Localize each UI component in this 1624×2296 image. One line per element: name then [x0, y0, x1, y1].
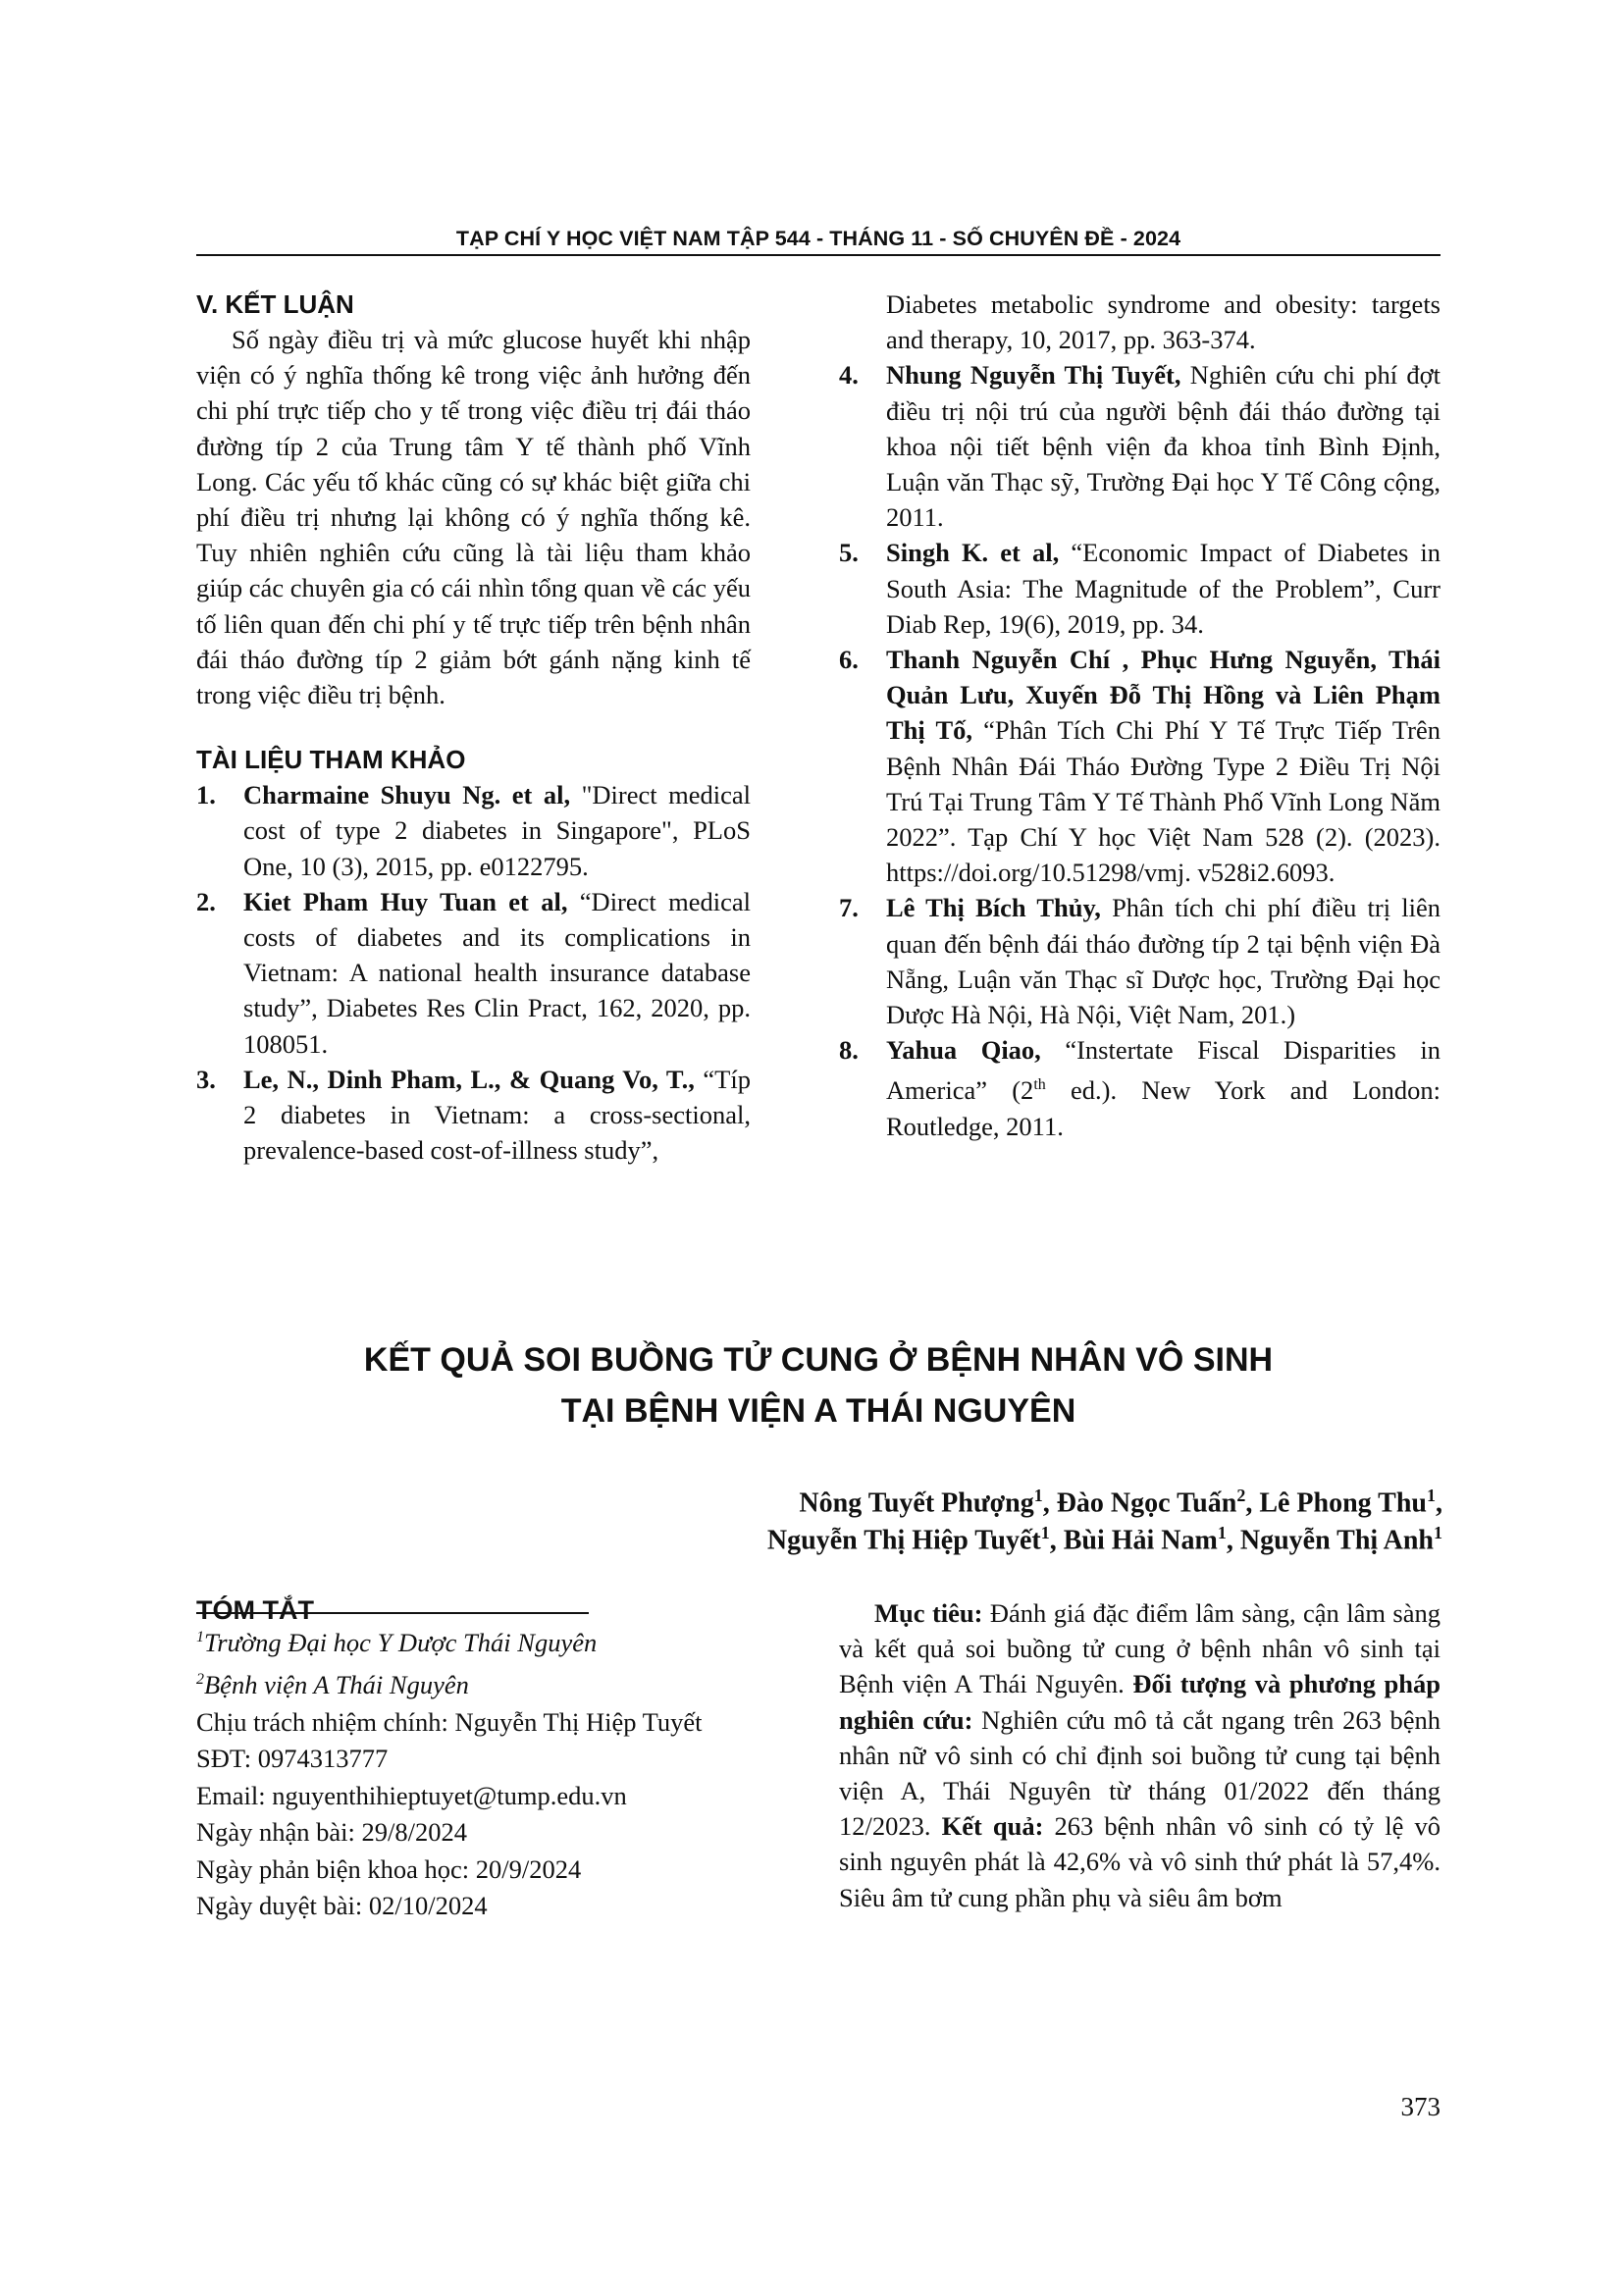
author-affiliation-sup: 2 — [1236, 1486, 1246, 1505]
reference-number: 6. — [839, 645, 859, 675]
article-title-line-2: TẠI BỆNH VIỆN A THÁI NGUYÊN — [560, 1392, 1076, 1430]
abstract-methods: Nghiên cứu mô tả cắt ngang trên 263 bệnh nhân nữ vô sinh có chỉ định soi buồng tử cung tại bệnh viện A, Thái Nguyên từ tháng 01/2022 đến tháng 12/2023. — [839, 1704, 1441, 1842]
reference-item — [839, 357, 1441, 535]
email-address: Email: nguyenthihieptuyet@tump.edu.vn — [196, 1780, 627, 1810]
received-date: Ngày nhận bài: 29/8/2024 — [196, 1817, 467, 1848]
abstract-objective: Đánh giá đặc điểm lâm sàng, cận lâm sàng và kết quả soi buồng tử cung ở bệnh nhân vô sinh tại Bệnh viện A Thái Nguyên. — [839, 1598, 1441, 1699]
reference-number: 7. — [839, 893, 859, 923]
author-affiliation-sup: 1 — [1040, 1523, 1050, 1542]
reference-text: “Direct medical costs of diabetes and its complications in Vietnam: A national health insurance database study”, Diabetes Res Clin Pract, 162, 2020, pp. 108051. — [243, 886, 751, 1059]
review-date: Ngày phản biện khoa học: 20/9/2024 — [196, 1853, 582, 1884]
reference-text: Nghiên cứu chi phí đợt điều trị nội trú của người bệnh đái tháo đường tại khoa nội tiết bệnh viện đa khoa tỉnh Bình Định, Luận văn Thạc sỹ, Trường Đại học Y Tế Công cộng, 2011. — [886, 360, 1441, 533]
reference-authors: Thanh Nguyễn Chí , Phục Hưng Nguyễn, Thái Quản Lưu, Xuyến Đỗ Thị Hồng và Liên Phạm Thị Tố, — [886, 645, 1441, 746]
reference-authors: Singh K. et al, — [886, 538, 1060, 568]
reference-number: 2. — [196, 886, 216, 916]
author-separator: , — [1226, 1525, 1240, 1556]
journal-header: TẠP CHÍ Y HỌC VIỆT NAM TẬP 544 - THÁNG 11 - SỐ CHUYÊN ĐỀ - 2024 — [455, 227, 1181, 250]
affiliation-1 — [196, 1619, 844, 1661]
reference-text: “Típ 2 diabetes in Vietnam: a cross-sectional, prevalence-based cost-of-illness study”, — [243, 1064, 751, 1166]
author-affiliation-sup: 1 — [1434, 1523, 1442, 1542]
affiliation-2-text: Bệnh viện A Thái Nguyên — [204, 1670, 469, 1700]
reference-text: “Instertate Fiscal Disparities in America” (2 — [886, 1035, 1441, 1106]
article-notes — [196, 1619, 844, 1925]
phone-number: SĐT: 0974313777 — [196, 1744, 389, 1774]
reference-text: “Phân Tích Chi Phí Y Tế Trực Tiếp Trên Bệnh Nhân Đái Tháo Đường Type 2 Điều Trị Nội Trú Tại Trung Tâm Y Tế Thành Phố Vĩnh Long Năm 2022”. Tạp Chí Y học Việt Nam 528 (2). (2023). https://doi.org/10.51298/vmj. v528i2.6093. — [886, 715, 1441, 888]
reference-item — [196, 777, 751, 884]
author-separator: , — [1042, 1487, 1057, 1519]
reference-number: 8. — [839, 1035, 859, 1066]
reference-authors: Yahua Qiao, — [886, 1035, 1041, 1066]
author-separator: , — [1049, 1525, 1064, 1556]
affiliation-1-sup: 1 — [196, 1629, 204, 1645]
reference-item — [839, 890, 1441, 1032]
accepted-date: Ngày duyệt bài: 02/10/2024 — [196, 1891, 488, 1921]
author-name: Nông Tuyết Phượng — [799, 1487, 1034, 1519]
reference-item — [196, 884, 751, 1062]
author-separator: , — [1245, 1487, 1260, 1519]
article-title-line-1: KẾT QUẢ SOI BUỒNG TỬ CUNG Ở BỆNH NHÂN VÔ SINH — [363, 1341, 1274, 1379]
conclusion-heading: V. KẾT LUẬN — [196, 289, 354, 319]
author-affiliation-sup: 1 — [1033, 1486, 1043, 1505]
reference-authors: Le, N., Dinh Pham, L., & Quang Vo, T., — [243, 1064, 695, 1094]
corresponding-author: Chịu trách nhiệm chính: Nguyễn Thị Hiệp Tuyết — [196, 1706, 703, 1737]
reference-superscript: th — [1033, 1076, 1046, 1094]
summary-heading: TÓM TẮT — [196, 1595, 314, 1625]
author-name: Đào Ngọc Tuấn — [1056, 1487, 1237, 1519]
reference-authors: Charmaine Shuyu Ng. et al, — [243, 780, 571, 810]
affiliation-1-text: Trường Đại học Y Dược Thái Nguyên — [204, 1627, 598, 1657]
author-name: Bùi Hải Nam — [1063, 1525, 1218, 1556]
left-column — [196, 287, 751, 1168]
reference-text: “Economic Impact of Diabetes in South Asia: The Magnitude of the Problem”, Curr Diab Rep, 19(6), 2019, pp. 34. — [886, 538, 1441, 639]
author-affiliation-sup: 1 — [1427, 1486, 1436, 1505]
references-heading: TÀI LIỆU THAM KHẢO — [196, 745, 466, 775]
reference-authors: Lê Thị Bích Thủy, — [886, 893, 1101, 923]
author-name: Lê Phong Thu — [1259, 1487, 1427, 1519]
reference-number: 1. — [196, 780, 216, 810]
author-separator: , — [1436, 1487, 1442, 1519]
reference-item — [839, 642, 1441, 890]
abstract-results-label: Kết quả: — [941, 1811, 1044, 1842]
reference-item — [196, 1062, 751, 1169]
author-name: Nguyễn Thị Anh — [1239, 1525, 1434, 1556]
abstract-paragraph — [839, 1595, 1441, 1915]
reference-text: Diabetes metabolic syndrome and obesity: targets and therapy, 10, 2017, pp. 363-374. — [886, 289, 1441, 355]
author-affiliation-sup: 1 — [1217, 1523, 1227, 1542]
authors-line-2 — [589, 1514, 1442, 1559]
affiliation-2-sup: 2 — [196, 1671, 204, 1689]
reference-item — [839, 535, 1441, 642]
abstract-objective-label: Mục tiêu: — [874, 1598, 983, 1628]
page-number: 373 — [1400, 2092, 1441, 2121]
abstract-results: 263 bệnh nhân vô sinh có tỷ lệ vô sinh nguyên phát là 42,6% và vô sinh thứ phát là 57,4%. Siêu âm tử cung phần phụ và siêu âm bơm — [839, 1811, 1441, 1912]
reference-number: 5. — [839, 538, 859, 568]
reference-item — [839, 1032, 1441, 1143]
affiliation-2 — [196, 1661, 844, 1703]
abstract-methods-label: Đối tượng và phương pháp nghiên cứu: — [839, 1669, 1441, 1735]
footnote-rule — [196, 1612, 589, 1614]
reference-text: Phân tích chi phí điều trị liên quan đến bệnh đái tháo đường típ 2 tại bệnh viện Đà Nẵng, Luận văn Thạc sĩ Dược học, Trường Đại học Dược Hà Nội, Hà Nội, Việt Nam, 201.) — [886, 893, 1441, 1030]
right-column — [839, 287, 1441, 1144]
reference-authors: Kiet Pham Huy Tuan et al, — [243, 886, 568, 916]
conclusion-paragraph: Số ngày điều trị và mức glucose huyết khi nhập viện có ý nghĩa thống kê trong việc ảnh hưởng đến chi phí trực tiếp cho y tế trong việc điều trị đái tháo đường típ 2 của Trung tâm Y tế thành phố Vĩnh Long. Các yếu tố khác cũng có sự khác biệt giữa chi phí điều trị nhưng lại không có ý nghĩa thống kê. Tuy nhiên nghiên cứu cũng là tài liệu tham khảo giúp các chuyên gia có cái nhìn tổng quan về các yếu tố liên quan đến chi phí y tế trực tiếp trên bệnh nhân đái tháo đường típ 2 giảm bớt gánh nặng kinh tế trong việc điều trị bệnh. — [196, 325, 751, 710]
author-name: Nguyễn Thị Hiệp Tuyết — [766, 1525, 1041, 1556]
header-rule — [196, 254, 1441, 256]
reference-number: 3. — [196, 1064, 216, 1094]
reference-text: "Direct medical cost of type 2 diabetes in Singapore", PLoS One, 10 (3), 2015, pp. e0122795. — [243, 780, 751, 881]
reference-authors: Nhung Nguyễn Thị Tuyết, — [886, 360, 1181, 391]
reference-continuation — [839, 287, 1441, 357]
reference-number: 4. — [839, 360, 859, 391]
reference-text: ed.). New York and London: Routledge, 2011. — [886, 1075, 1441, 1141]
